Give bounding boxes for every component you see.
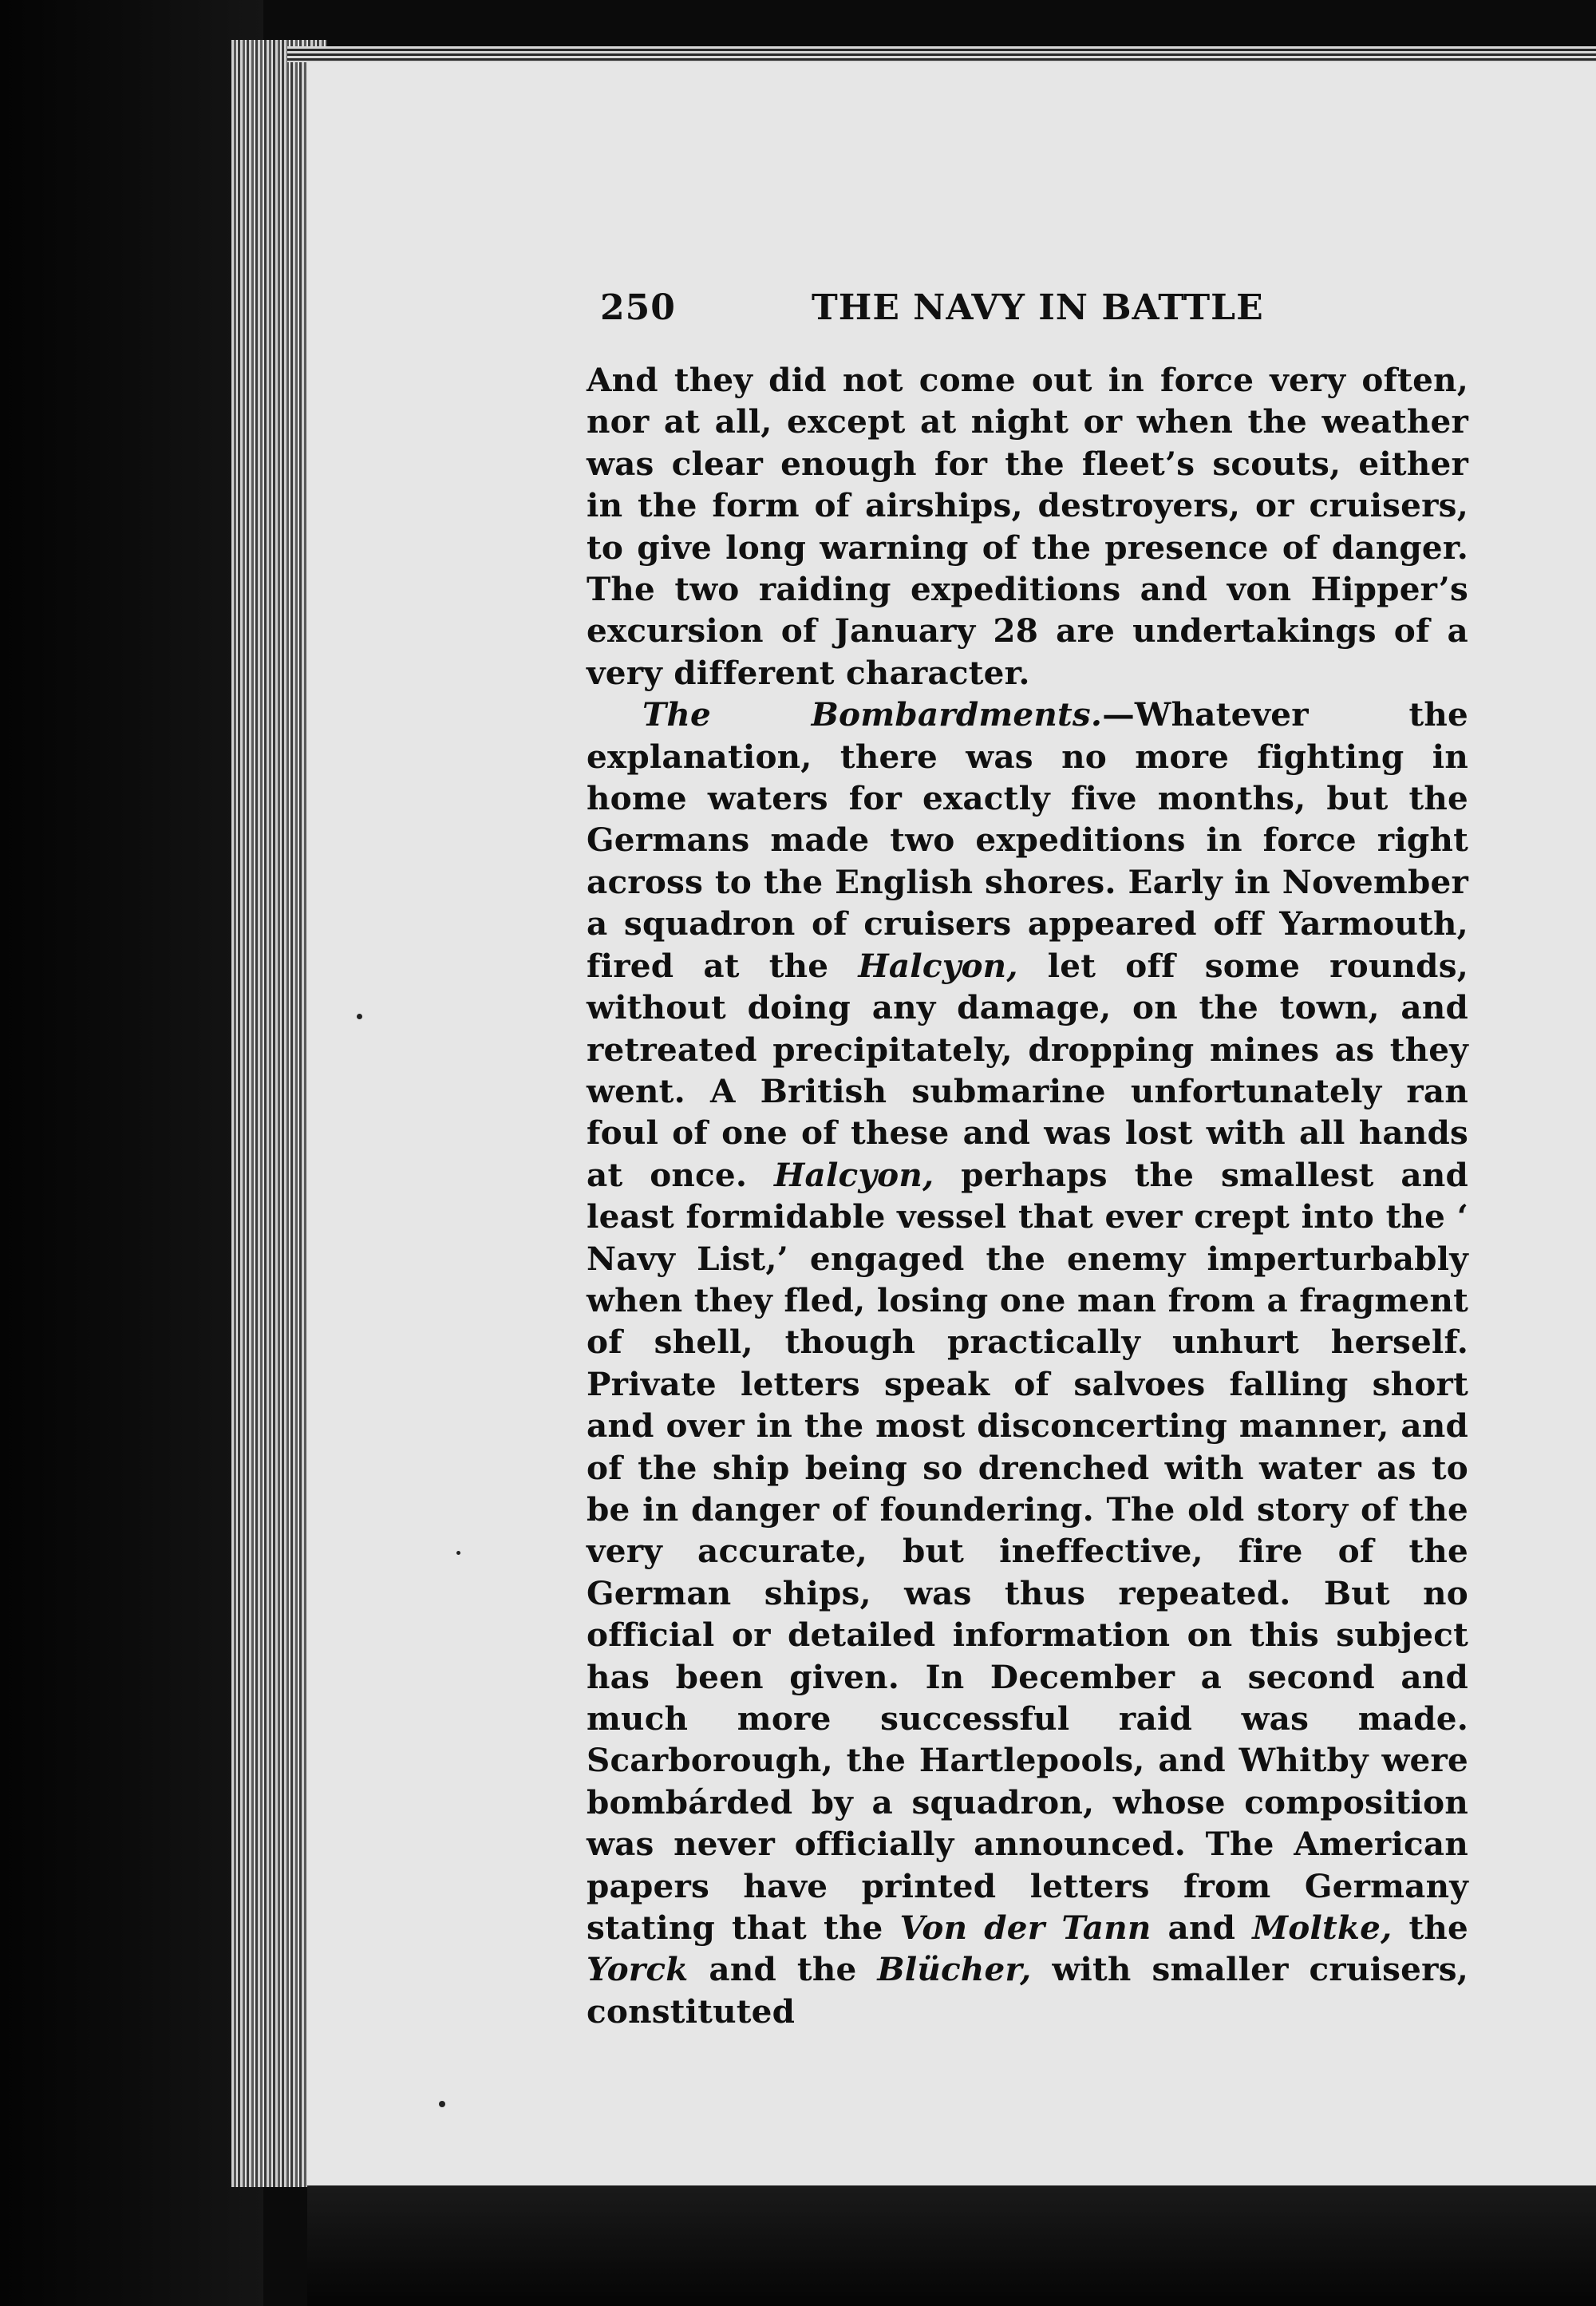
text-run: with smaller cruisers, constituted bbox=[587, 1950, 1468, 2031]
scan-bottom-shadow bbox=[307, 2185, 1596, 2306]
italic-text: Blücher, bbox=[877, 1950, 1032, 1989]
text-run: the bbox=[1392, 1908, 1468, 1948]
body-text bbox=[587, 359, 1468, 2032]
italic-text: Halcyon, bbox=[858, 946, 1018, 985]
scan-speck bbox=[439, 2101, 445, 2107]
text-run: and bbox=[1151, 1908, 1253, 1948]
paragraph bbox=[587, 359, 1468, 694]
text-run: perhaps the smallest and least formidable vessel that ever crept into the ‘ Navy List,’ engaged the enemy imperturbably when they fled, losing one man from a fragment of shell, though practically unhurt herself. Private letters speak of salvoes falling short and over in the most disconcerting manner, and of the ship being so drenched with water as to be in danger of foundering. The old story of the very accurate, but ineffective, fire of the German ships, was thus repeated. But no official or detailed information on this subject has been given. In December a second and much more successful raid was made. Scarborough, the Hartlepools, and Whitby were bombárded by a squadron, whose composition was never officially announced. The American papers have printed letters from Germany stating that the bbox=[587, 1155, 1469, 1948]
scan-speck bbox=[357, 1014, 362, 1019]
text-run: let off some rounds, without doing any damage, on the town, and retreated precipitately, dropping mines as they went. A British submarine unfortunately ran foul of one of these and was lost with all hands at once. bbox=[587, 946, 1468, 1194]
text-run: —Whatever the explanation, there was no more fighting in home waters for exactly five months, but the Germans made two expeditions in force right across to the English shores. Early in November a squadron of cruisers appeared off Yarmouth, fired at the bbox=[587, 695, 1468, 985]
italic-text: The Bombardments. bbox=[642, 695, 1103, 734]
running-title: THE NAVY IN BATTLE bbox=[812, 287, 1264, 328]
scan-speck bbox=[456, 1551, 460, 1555]
page-number: 250 bbox=[600, 287, 676, 328]
book-top-edge bbox=[287, 46, 1596, 62]
scan-dark-margin bbox=[0, 0, 263, 2306]
text-run: and the bbox=[688, 1950, 878, 1989]
text-run: And they did not come out in force very often, nor at all, except at night or when the weather was clear enough for the fleet’s scouts, either in the form of airships, destroyers, or cruisers, to give long warning of the presence of danger. The two raiding expeditions and von Hipper’s excursion of January 28 are undertakings of a very different character. bbox=[587, 361, 1468, 692]
page-header bbox=[600, 287, 1472, 335]
paragraph bbox=[587, 694, 1468, 2032]
italic-text: Yorck bbox=[587, 1950, 689, 1989]
italic-text: Von der Tann bbox=[899, 1908, 1152, 1948]
italic-text: Halcyon, bbox=[774, 1155, 934, 1194]
italic-text: Moltke, bbox=[1252, 1908, 1393, 1948]
